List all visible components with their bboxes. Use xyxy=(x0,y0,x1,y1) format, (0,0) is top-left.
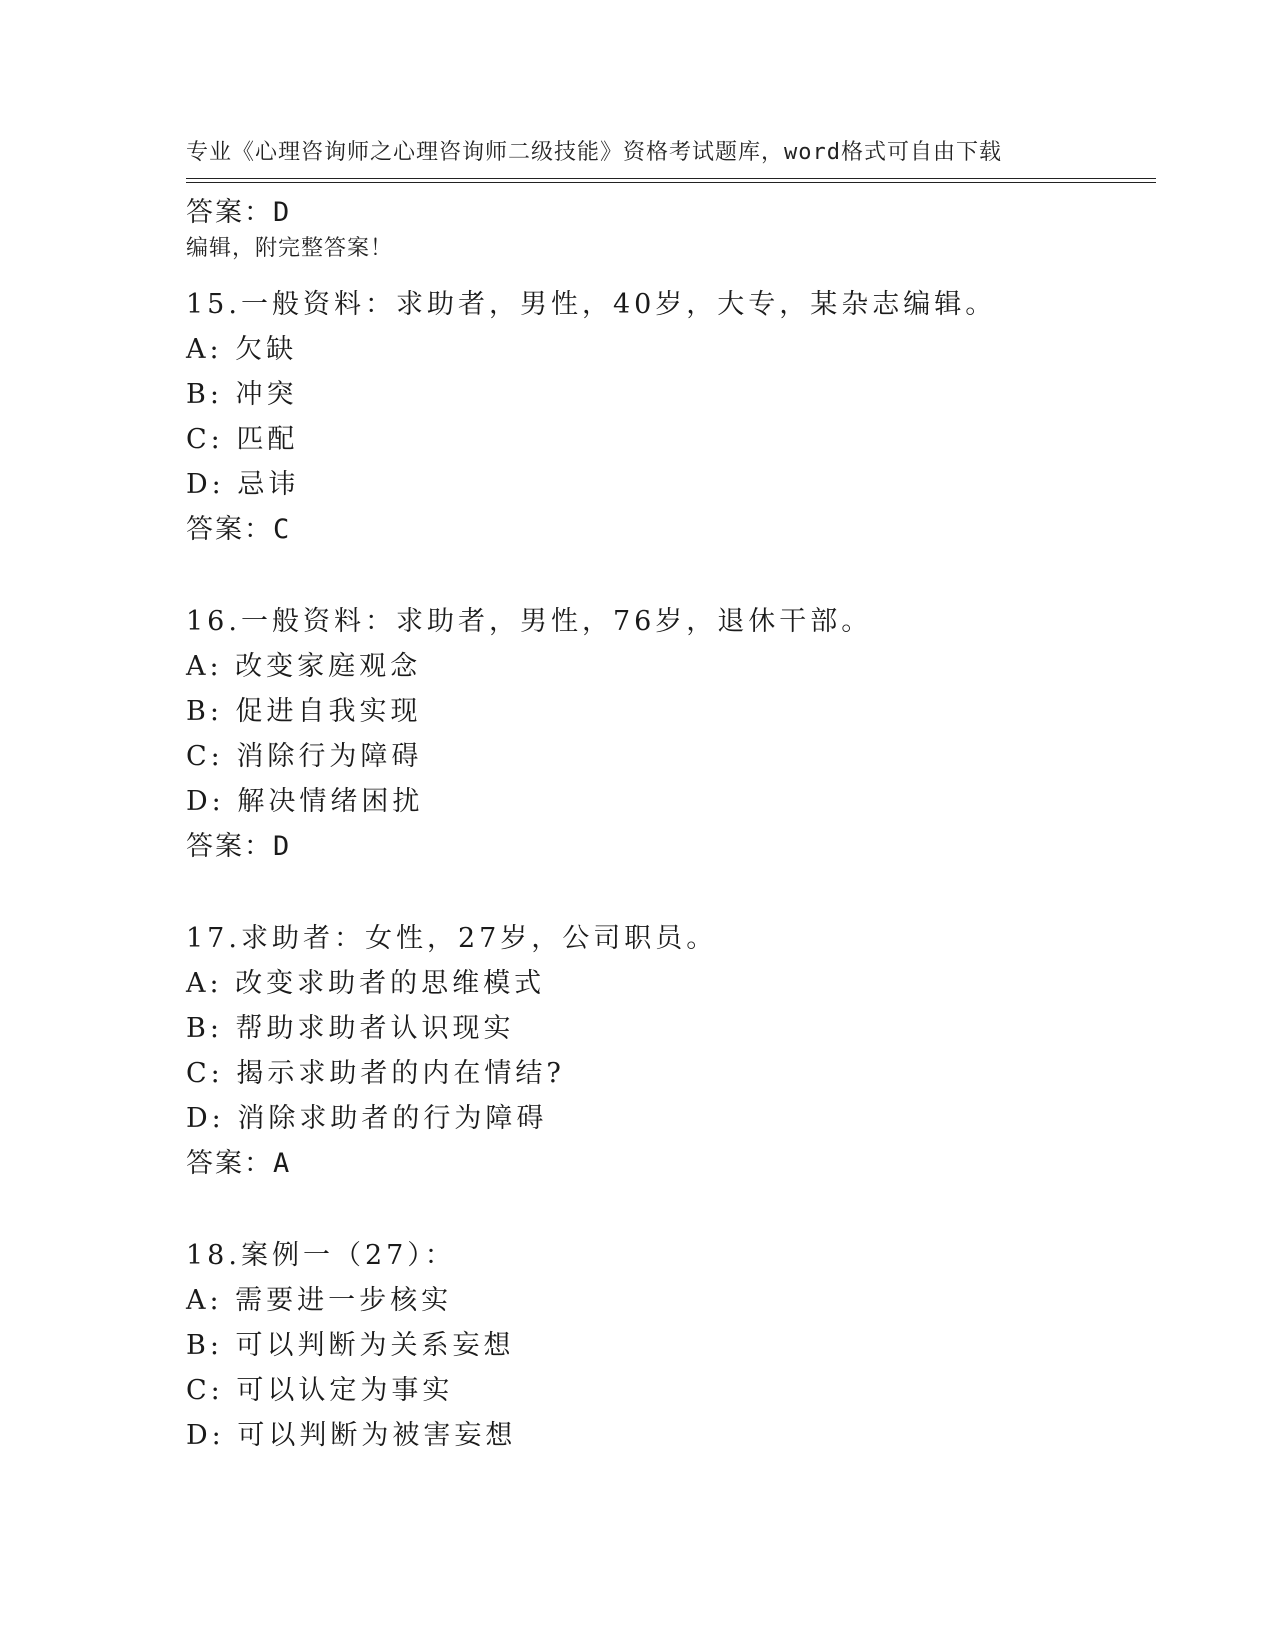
answer-line: 答案：D xyxy=(186,831,292,862)
option-b: B: 冲突 xyxy=(186,379,298,410)
question-block-17 xyxy=(186,916,1146,1186)
option-d: D: 可以判断为被害妄想 xyxy=(186,1420,517,1451)
option-b: B: 促进自我实现 xyxy=(186,696,422,727)
option-d: D: 消除求助者的行为障碍 xyxy=(186,1103,548,1134)
option-d: D: 解决情绪困扰 xyxy=(186,786,424,817)
header-line-1: 专业《心理咨询师之心理咨询师二级技能》资格考试题库，word格式可自由下载 xyxy=(186,140,1002,165)
answer-line: 答案：C xyxy=(186,514,292,545)
option-c: C: 匹配 xyxy=(186,424,299,455)
option-c: C: 消除行为障碍 xyxy=(186,741,423,772)
option-b: B: 可以判断为关系妄想 xyxy=(186,1330,515,1361)
option-c: C: 揭示求助者的内在情结? xyxy=(186,1058,565,1089)
question-block-18 xyxy=(186,1233,1146,1458)
question-block-16 xyxy=(186,599,1146,869)
question-stem: 16.一般资料：求助者，男性，76岁，退休干部。 xyxy=(186,606,873,637)
option-b: B: 帮助求助者认识现实 xyxy=(186,1013,515,1044)
question-block-15 xyxy=(186,282,1146,552)
header-divider-top xyxy=(186,178,1156,179)
answer-line: 答案：A xyxy=(186,1148,292,1179)
question-stem: 15.一般资料：求助者，男性，40岁，大专，某杂志编辑。 xyxy=(186,289,997,320)
header-divider-bottom xyxy=(186,182,1156,183)
option-d: D: 忌讳 xyxy=(186,469,300,500)
question-stem: 18.案例一（27）： xyxy=(186,1240,456,1271)
option-a: A: 需要进一步核实 xyxy=(186,1285,453,1316)
header-line-2: 编辑，附完整答案！ xyxy=(186,236,394,261)
option-c: C: 可以认定为事实 xyxy=(186,1375,454,1406)
option-a: A: 改变求助者的思维模式 xyxy=(186,968,546,999)
answer-line: 答案：D xyxy=(186,197,292,228)
question-stem: 17.求助者：女性，27岁，公司职员。 xyxy=(186,923,718,954)
option-a: A: 欠缺 xyxy=(186,334,298,365)
question-list xyxy=(186,190,1146,1458)
option-a: A: 改变家庭观念 xyxy=(186,651,422,682)
